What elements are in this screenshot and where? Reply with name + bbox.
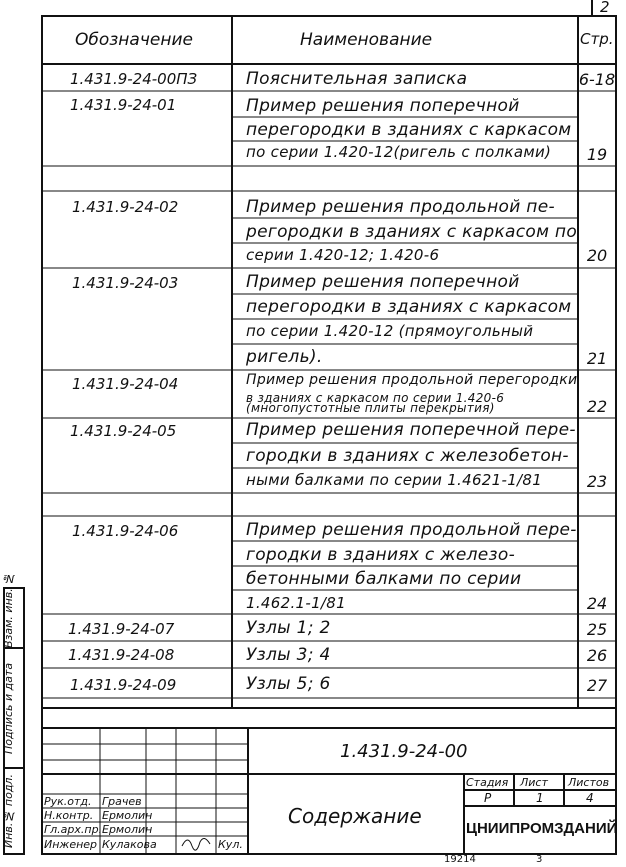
sheets-label: Листов <box>568 776 610 789</box>
row-code: 1.431.9-24-06 <box>72 522 179 540</box>
row-title-line: 1.462.1-1/81 <box>246 594 346 612</box>
row-page: 21 <box>586 349 608 368</box>
role-name: Ермолин <box>102 823 153 836</box>
side-stamp-sign-date: Подпись и дата <box>2 662 15 754</box>
document-title: Содержание <box>288 804 422 828</box>
role-label: Гл.арх.пр. <box>44 823 103 836</box>
sheet-number: 2 <box>600 0 610 16</box>
row-page: 6-18 <box>578 70 616 89</box>
row-code: 1.431.9-24-02 <box>72 198 179 216</box>
row-title-line: Пример решения поперечной <box>246 96 520 116</box>
signature-mark: Кул. <box>218 838 243 851</box>
row-title-line: в зданиях с каркасом по серии 1.420-6 <box>246 391 505 405</box>
row-title-line: Узлы 1; 2 <box>246 618 331 638</box>
organization-name: ЦНИИПРОМЗДАНИЙ <box>466 820 618 837</box>
row-code: 1.431.9-24-07 <box>68 620 175 638</box>
row-page: 23 <box>586 472 608 491</box>
row-code: 1.431.9-24-01 <box>70 96 177 114</box>
sheets-value: 4 <box>586 791 594 805</box>
row-code: 1.431.9-24-05 <box>70 422 177 440</box>
row-page: 26 <box>586 646 608 665</box>
side-stamp-inv-replace: Взам. инв. № <box>2 571 15 648</box>
footer-number: 19214 <box>444 854 476 865</box>
row-title-line: (многопустотные плиты перекрытия) <box>246 401 495 415</box>
row-title-line: Пример решения продольной пере- <box>246 520 577 540</box>
stage-value: Р <box>484 791 492 805</box>
row-code: 1.431.9-24-09 <box>70 676 177 694</box>
row-title-line: ными балками по серии 1.4621-1/81 <box>246 471 543 489</box>
row-title-line: Пример решения продольной перегородки <box>246 372 578 388</box>
row-title-line: регородки в зданиях с каркасом по <box>246 222 578 242</box>
footer-page: 3 <box>536 854 543 865</box>
stage-label: Стадия <box>466 776 509 789</box>
row-title-line: перегородки в зданиях с каркасом <box>246 120 572 140</box>
row-title-line: Пример решения поперечной <box>246 272 520 292</box>
row-page: 22 <box>586 397 608 416</box>
row-title-line: Пример решения поперечной пере- <box>246 420 576 440</box>
row-code: 1.431.9-24-08 <box>68 646 175 664</box>
row-page: 27 <box>586 676 608 695</box>
sheet-label: Лист <box>520 776 548 789</box>
role-name: Кулакова <box>102 838 157 851</box>
row-title-line: бетонными балками по серии <box>246 569 522 589</box>
row-title-line: перегородки в зданиях с каркасом <box>246 297 572 317</box>
row-page: 24 <box>586 594 608 613</box>
row-title-line: Узлы 5; 6 <box>246 674 331 694</box>
role-label: Инженер <box>44 838 98 851</box>
row-page: 19 <box>586 145 608 164</box>
row-code: 1.431.9-24-03 <box>72 274 179 292</box>
row-title-line: городки в зданиях с железобетон- <box>246 446 569 466</box>
row-title-line: Пример решения продольной пе- <box>246 197 555 217</box>
row-title-line: по серии 1.420-12(ригель с полками) <box>246 143 552 161</box>
row-code: 1.431.9-24-04 <box>72 375 179 393</box>
row-code: 1.431.9-24-00ПЗ <box>70 70 198 88</box>
role-label: Н.контр. <box>44 809 94 822</box>
row-title-line: Пояснительная записка <box>246 69 468 89</box>
row-page: 20 <box>586 246 608 265</box>
side-stamp-inv-orig: Инв.№ подл. <box>2 774 15 848</box>
row-title-line: серии 1.420-12; 1.420-6 <box>246 246 440 264</box>
role-label: Рук.отд. <box>44 795 92 808</box>
row-page: 25 <box>586 620 608 639</box>
row-title-line: ригель). <box>246 347 323 367</box>
document-code: 1.431.9-24-00 <box>340 741 468 762</box>
role-name: Грачев <box>102 795 142 808</box>
row-title-line: по серии 1.420-12 (прямоугольный <box>246 322 534 340</box>
header-name: Наименование <box>300 30 433 50</box>
header-page: Стр. <box>580 30 614 48</box>
row-title-line: городки в зданиях с железо- <box>246 545 516 565</box>
header-designation: Обозначение <box>75 30 193 50</box>
row-title-line: Узлы 3; 4 <box>246 645 331 665</box>
sheet-value: 1 <box>536 791 544 805</box>
role-name: Ермолин <box>102 809 153 822</box>
